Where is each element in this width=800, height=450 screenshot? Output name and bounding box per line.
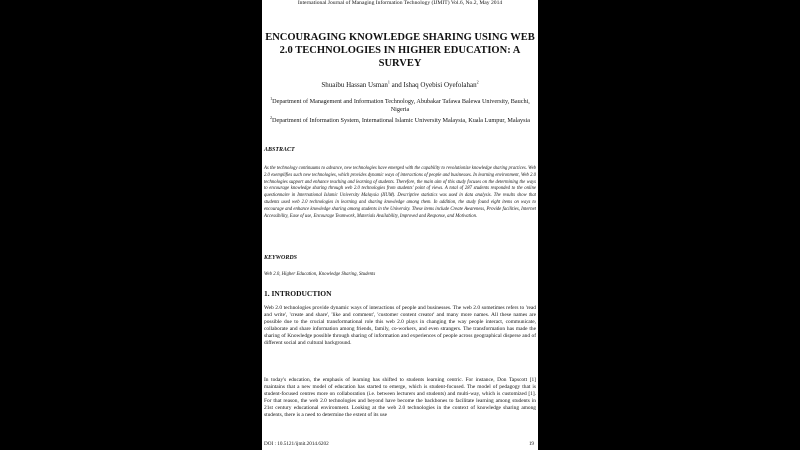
affiliation-2: $^2$Department of Information System, International Islamic University Malaysia, Kuala Lumpur, Malaysia bbox=[270, 114, 531, 124]
title-line-3: SURVEY bbox=[378, 58, 422, 69]
abstract-text: As the technology continuums to advance, new technologies have emerged with the capability to revolutionize knowledge sharing practices. Web 2.0 exemplifies such new technologies, which provides dynamic ways of interactions of people and businesses. In learning environment, Web 2.0 technologies support and enhance teaching and learning of students. Therefore, the main aim of this study focuses on the determining the ways to encourage knowledge sharing through web 2.0 technologies from students' point of views. A total of 287 students responded to the online questionnaire in International Islamic University Malaysia (IIUM). Descriptive statistics was used in data analysis. The results show that students used web 2.0 technologies in learning and sharing knowledge among them. In addition, the study found eight items on ways to encourage and enhance knowledge sharing among students in the University. These items include Create Awareness, Provide facilities, Internet Accessibility, Ease of use, Encourage Teamwork, Materials Availability, Improved and Response, and Motivation. bbox=[264, 166, 536, 219]
keywords-text: Web 2.0, Higher Education, Knowledge Sharing, Students bbox=[264, 272, 376, 277]
journal-header: International Journal of Managing Information Technology (IJMIT) Vol.6, No.2, May 2014 bbox=[297, 0, 503, 6]
affiliation-1: $^1$Department of Management and Information Technology, Abubakar Tafawa Balewa University, Bauchi, Nigeria bbox=[270, 95, 530, 113]
keywords-heading: KEYWORDS bbox=[264, 255, 298, 261]
paper-page bbox=[262, 0, 538, 450]
page-footer bbox=[264, 441, 536, 447]
intro-paragraph-2: In today's education, the emphasis of learning has shifted to students learning centric. For instance, Don Tapscott [1] maintains that a new model of education has started to emerge, which is student-focused. The model of pedagogy that is student-focused centres more on collaboration (i.e. between lecturers and students) and multi-way, which is customized [1]. For that reason, the web 2.0 technologies and beyond have become the backbones to facilitate learning among students in 21st century educational environment. Looking at the web 2.0 technologies in the context of knowledge sharing among students, there is a need to determine the extent of its use bbox=[264, 377, 536, 418]
doi-text: DOI : 10.5121/ijmit.2014.6202 bbox=[264, 441, 329, 447]
author-list: Shuaibu Hassan Usman$^1$ and Ishaq Oyebisi Oyefolahan$^2$ bbox=[321, 79, 479, 89]
abstract-heading: ABSTRACT bbox=[264, 147, 295, 153]
page-number: 19 bbox=[528, 441, 534, 447]
title-line-1: ENCOURAGING KNOWLEDGE SHARING USING WEB bbox=[265, 32, 535, 43]
intro-paragraph-1: Web 2.0 technologies provide dynamic ways of interactions of people and businesses. The web 2.0 sometimes refers to 'read and write', 'create and share', 'like and comment', 'customer content creator' and many more names. All these names are possible due to the crucial transformational role this web 2.0 plays in changing the way people interact, communicate, collaborate and share information among friends, family, co-workers, and even strangers. The transformation has made the sharing of Knowledge possible through sharing of information and experiences of people across geographical disperse and of different social and cultural background. bbox=[264, 305, 536, 346]
author-name: Shuaibu Hassan Usman bbox=[321, 81, 388, 89]
author-name: Ishaq Oyebisi Oyefolahan bbox=[403, 81, 477, 89]
section-heading-introduction: 1. INTRODUCTION bbox=[264, 289, 332, 298]
paper-title bbox=[262, 31, 538, 70]
title-line-2: 2.0 TECHNOLOGIES IN HIGHER EDUCATION: A bbox=[279, 45, 521, 56]
